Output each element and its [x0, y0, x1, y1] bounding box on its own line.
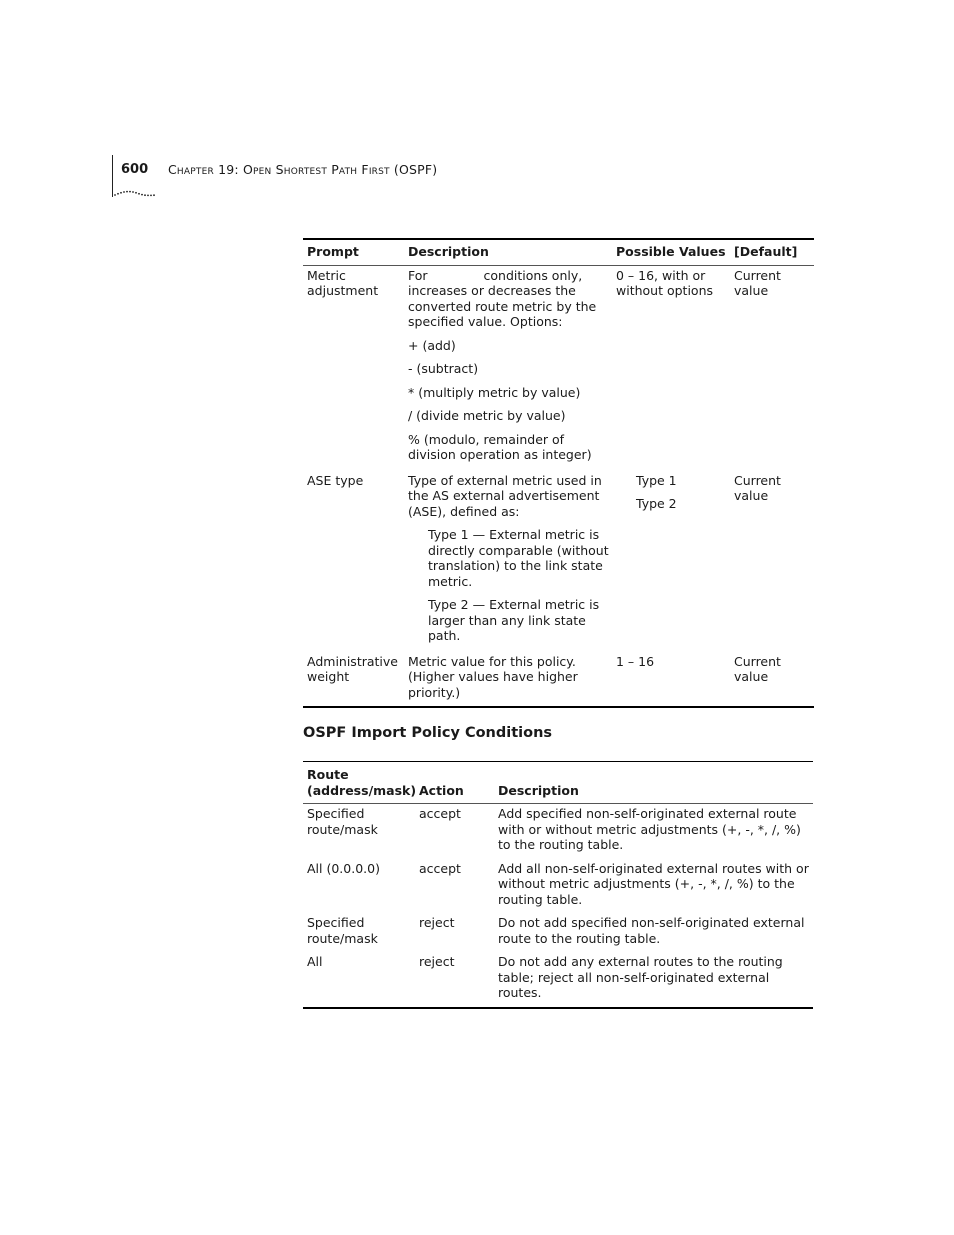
header-dots-ornament [113, 189, 155, 197]
chapter-title: Chapter 19: Open Shortest Path First (OSPF) [168, 162, 438, 177]
desc-text: For [408, 267, 428, 283]
default-cell: Current value [734, 653, 781, 684]
prompt-cell: Administrative weight [307, 653, 398, 684]
policy-parameters-table [303, 238, 814, 708]
values-cell: 1 – 16 [616, 653, 655, 669]
table-row [303, 471, 814, 652]
values-cell: 0 – 16, with or without options [616, 267, 714, 298]
table-header-row [303, 762, 813, 804]
prompt-cell: Metric adjustment [307, 267, 379, 298]
value-item: Type 2 [636, 496, 677, 511]
description-cell [404, 265, 612, 471]
type-desc: Type 1 — External metric is directly comparable (without translation) to the link state metric. [428, 527, 609, 589]
table-row [303, 652, 814, 708]
column-header: Action [415, 762, 494, 804]
description-cell: Add specified non-self-originated external route with or without metric adjustments (+, -, *, /, %) to the routing table. [498, 806, 801, 852]
table-row [303, 265, 814, 471]
column-header: Route (address/mask) [303, 762, 415, 804]
action-cell: reject [419, 954, 455, 969]
table-row [303, 859, 813, 914]
desc-text: conditions only, increases or decreases the converted route metric by the specified value. Options: [408, 267, 597, 329]
description-cell: Metric value for this policy. (Higher values have higher priority.) [408, 653, 578, 700]
route-cell: Specified route/mask [307, 806, 378, 837]
option-item: * (multiply metric by value) [408, 384, 581, 400]
import-policy-conditions-table [303, 761, 813, 1009]
default-cell: Current value [734, 472, 781, 503]
option-item: - (subtract) [408, 361, 479, 376]
page-number: 600 [121, 162, 149, 177]
action-cell: accept [419, 806, 461, 821]
option-item: / (divide metric by value) [408, 408, 566, 423]
route-cell: All [307, 954, 323, 969]
route-cell: All (0.0.0.0) [307, 860, 380, 876]
column-header: Description [404, 239, 612, 265]
option-item: + (add) [408, 337, 456, 353]
column-header: Description [494, 762, 813, 804]
table-header-row [303, 239, 814, 265]
desc-text: Type of external metric used in the AS external advertisement (ASE), defined as: [408, 472, 602, 519]
prompt-cell: ASE type [307, 472, 364, 488]
description-cell [404, 471, 612, 652]
description-cell: Do not add any external routes to the routing table; reject all non-self-originated external routes. [498, 954, 783, 1000]
column-header: [Default] [730, 239, 814, 265]
action-cell: reject [419, 915, 455, 930]
default-cell: Current value [734, 267, 781, 298]
option-item: % (modulo, remainder of division operation as integer) [408, 431, 592, 462]
route-cell: Specified route/mask [307, 915, 378, 946]
description-cell: Add all non-self-originated external routes with or without metric adjustments (+, -, *, /, %) to the routing table. [498, 860, 809, 907]
type-desc: Type 2 — External metric is larger than any link state path. [428, 597, 600, 643]
value-item: Type 1 [636, 472, 677, 488]
column-header: Possible Values [612, 239, 730, 265]
values-cell [612, 471, 730, 652]
table-row [303, 952, 813, 1008]
table-row [303, 804, 813, 859]
description-cell: Do not add specified non-self-originated external route to the routing table. [498, 915, 805, 946]
column-header: Prompt [303, 239, 404, 265]
table-row [303, 913, 813, 952]
action-cell: accept [419, 860, 461, 876]
page-header [112, 155, 442, 197]
section-heading: OSPF Import Policy Conditions [303, 725, 553, 741]
